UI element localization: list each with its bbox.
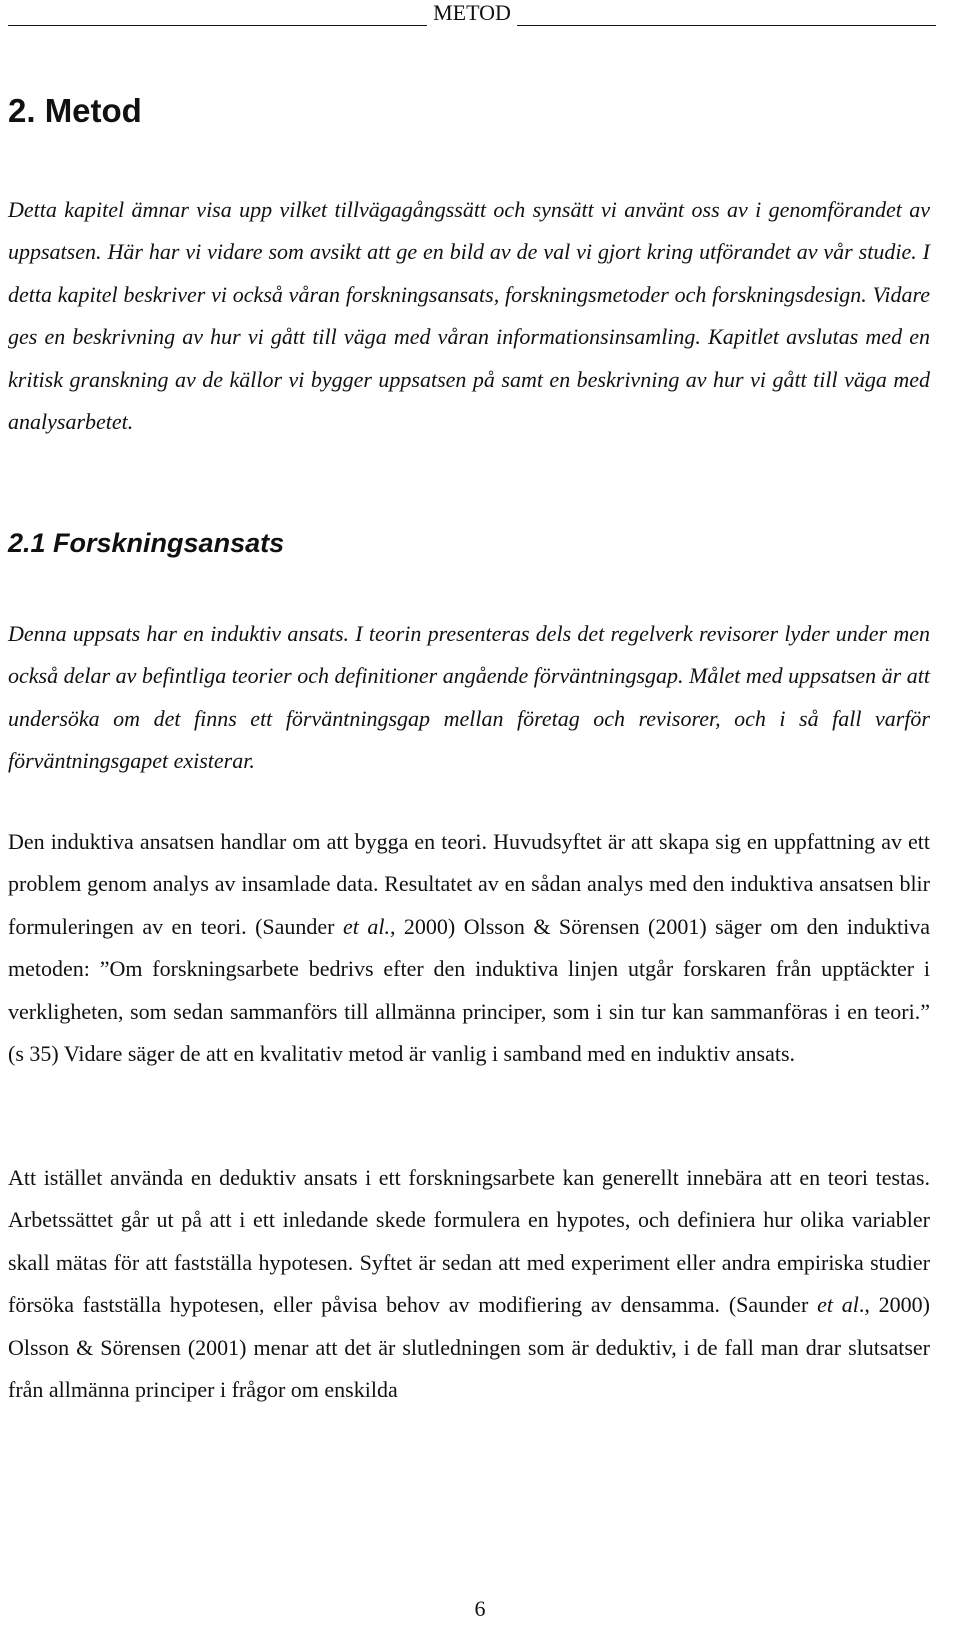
deductive-text-end: ., 2000) Olsson & Sörensen (2001) menar att det är slutledningen som är deduktiv, i de fall man drar slutsatser från allmänna principer i frågor om enskilda: [8, 1292, 930, 1403]
chapter-heading: 2. Metod: [8, 92, 142, 129]
running-header: [8, 0, 936, 26]
page-number: 6: [474, 1596, 486, 1621]
inductive-et-al: et al.: [342, 913, 390, 939]
chapter-intro-paragraph: Detta kapitel ämnar visa upp vilket tillvägagångssätt och synsätt vi använt oss av i genomförandet av uppsatsen. Här har vi vidare som avsikt att ge en bild av de val vi gjort kring utförandet av vår studie. I detta kapitel beskriver vi också våran forskningsansats, forskningsmetoder och forskningsdesign. Vidare ges en beskrivning av hur vi gått till väga med våran informationsinsamling. Kapitlet avslutas med en kritisk granskning av de källor vi bygger uppsatsen på samt en beskrivning av hur vi gått till väga med analysarbetet.: [8, 197, 930, 435]
section-intro-paragraph: Denna uppsats har en induktiv ansats. I teorin presenteras dels det regelverk revisorer lyder under men också delar av befintliga teorier och definitioner angående förväntningsgap. Målet med uppsatsen är att undersöka om det finns ett förväntningsgap mellan företag och revisorer, och i så fall varför förväntningsgapet existerar.: [8, 621, 930, 774]
header-rule-left: [8, 5, 427, 26]
header-rule-right: [517, 5, 936, 26]
section-heading: 2.1 Forskningsansats: [8, 528, 285, 558]
inductive-text-start: Den induktiva ansatsen handlar om att bygga en teori. Huvudsyftet är att skapa sig en uppfattning av ett problem genom analys av insamlade data. Resultatet av en sådan analys med den induktiva ansatsen blir formuleringen av en teori. (Saunder: [8, 829, 930, 939]
inductive-paragraph: [8, 821, 930, 1075]
deductive-et-al: et al: [817, 1292, 859, 1318]
deductive-text-start: Att istället använda en deduktiv ansats i ett forskningsarbete kan generellt innebära att en teori testas. Arbetssättet går ut på att i ett inledande skede formulera en hypotes, och definiera hur olika variabler skall mätas för att fastställa hypotesen. Syftet är sedan att med experiment eller andra empiriska studier försöka fastställa hypotesen, eller påvisa behov av modifiering av densamma. (Saunder: [8, 1165, 930, 1318]
deductive-paragraph: [8, 1157, 930, 1411]
header-title: METOD: [433, 0, 511, 25]
inductive-text-end: , 2000) Olsson & Sörensen (2001) säger om den induktiva metoden: ”Om forskningsarbete bedrivs efter den induktiva linjen utgår forskaren från upptäckter i verkligheten, som sedan sammanförs till allmänna principer, som i sin tur kan sammanföras i en teori.” (s 35) Vidare säger de att en kvalitativ metod är vanlig i samband med en induktiv ansats.: [8, 913, 930, 1067]
